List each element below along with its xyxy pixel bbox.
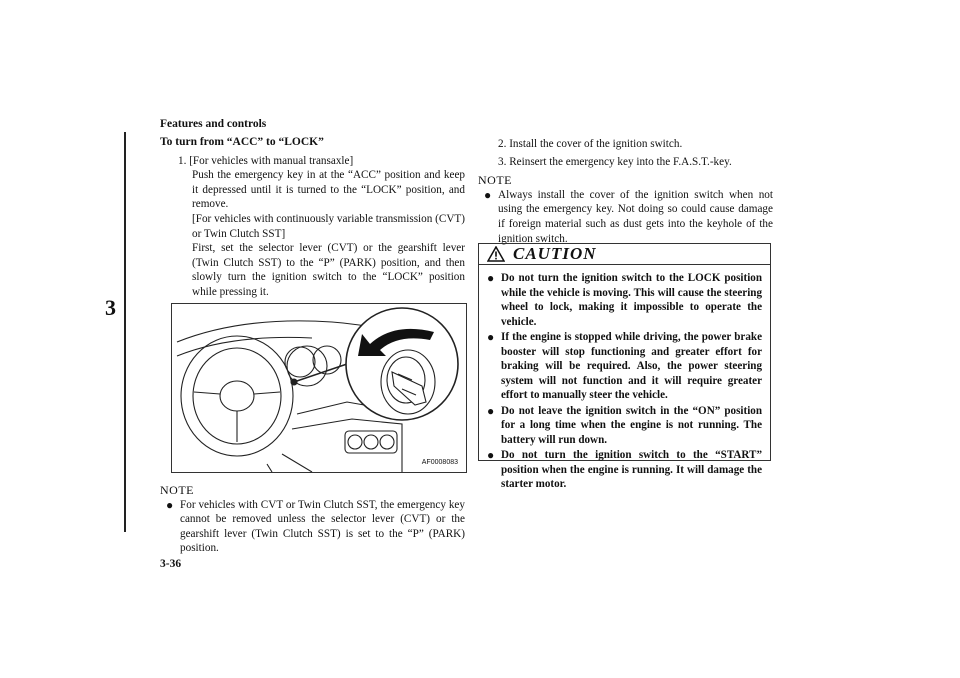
bullet-icon: ● [487, 448, 495, 462]
note-text: Always install the cover of the ignition switch when not using the emergency key. Not doing so could cause damage if foreign material such as dust gets into the keyhole of the ignition switch. [498, 188, 773, 245]
step-1-line: First, set the selector lever (CVT) or the gearshift lever (Twin Clutch SST) to the “P” (PARK) position, and then slowly turn the ignition switch to the “LOCK” position while pressing it. [192, 242, 465, 298]
chapter-divider [124, 132, 126, 532]
caution-header [479, 244, 770, 265]
caution-text: If the engine is stopped while driving, the power brake booster will stop functioning and greater effort for braking will be required. Also, the power steering system will not function and it will require greater effort to manually steer the vehicle. [501, 331, 762, 401]
left-column [160, 135, 465, 300]
note-bullet [484, 188, 773, 246]
step-3: 3. Reinsert the emergency key into the F.A.S.T.-key. [498, 155, 732, 168]
note-text: For vehicles with CVT or Twin Clutch SST, the emergency key cannot be removed unless the selector lever (CVT) or the gearshift lever (Twin Clutch SST) is set to the “P” (PARK) position. [180, 498, 465, 555]
bullet-icon: ● [487, 271, 495, 285]
note-label: NOTE [478, 173, 512, 188]
left-note [160, 479, 465, 556]
caution-text: Do not turn the ignition switch to the LOCK position while the vehicle is moving. This will cause the steering wheel to lock, making it impossible to operate the vehicle. [501, 272, 762, 328]
page-number: 3-36 [160, 558, 182, 570]
note-label: NOTE [160, 483, 194, 497]
section-title: Features and controls [160, 118, 267, 130]
caution-box [478, 243, 771, 490]
subheading: To turn from “ACC” to “LOCK” [160, 136, 324, 148]
bullet-icon: ● [484, 187, 492, 202]
note-bullet [166, 498, 465, 556]
figure-code: AF0008083 [421, 459, 458, 466]
right-column [478, 137, 773, 246]
step-2: 2. Install the cover of the ignition switch. [498, 138, 683, 150]
bullet-icon: ● [487, 403, 495, 418]
step-1-title: 1. [For vehicles with manual transaxle] [178, 154, 354, 167]
right-steps [478, 137, 773, 169]
caution-bullet [487, 448, 762, 492]
warning-triangle-icon [487, 246, 505, 262]
step-1-body [192, 168, 465, 299]
caution-text: Do not turn the ignition switch to the “START” position when the engine is running. It will damage the starter motor. [501, 449, 762, 490]
caution-text: Do not leave the ignition switch in the “ON” position for a long time when the engine is not running. The battery will run down. [501, 404, 762, 446]
caution-bullet [487, 271, 762, 329]
chapter-number: 3 [105, 295, 116, 320]
step-1-line: Push the emergency key in at the “ACC” position and keep it depressed until it is turned to the “LOCK” position, and remove. [192, 169, 465, 211]
step-1-line: [For vehicles with continuously variable transmission (CVT) or Twin Clutch SST] [192, 212, 465, 240]
bullet-icon: ● [487, 330, 495, 344]
ignition-switch-figure [171, 303, 467, 473]
caution-bullet [487, 330, 762, 403]
dashboard-illustration [172, 304, 466, 472]
bullet-icon: ● [166, 497, 174, 512]
caution-bullet [487, 404, 762, 448]
caution-title: CAUTION [513, 243, 597, 263]
